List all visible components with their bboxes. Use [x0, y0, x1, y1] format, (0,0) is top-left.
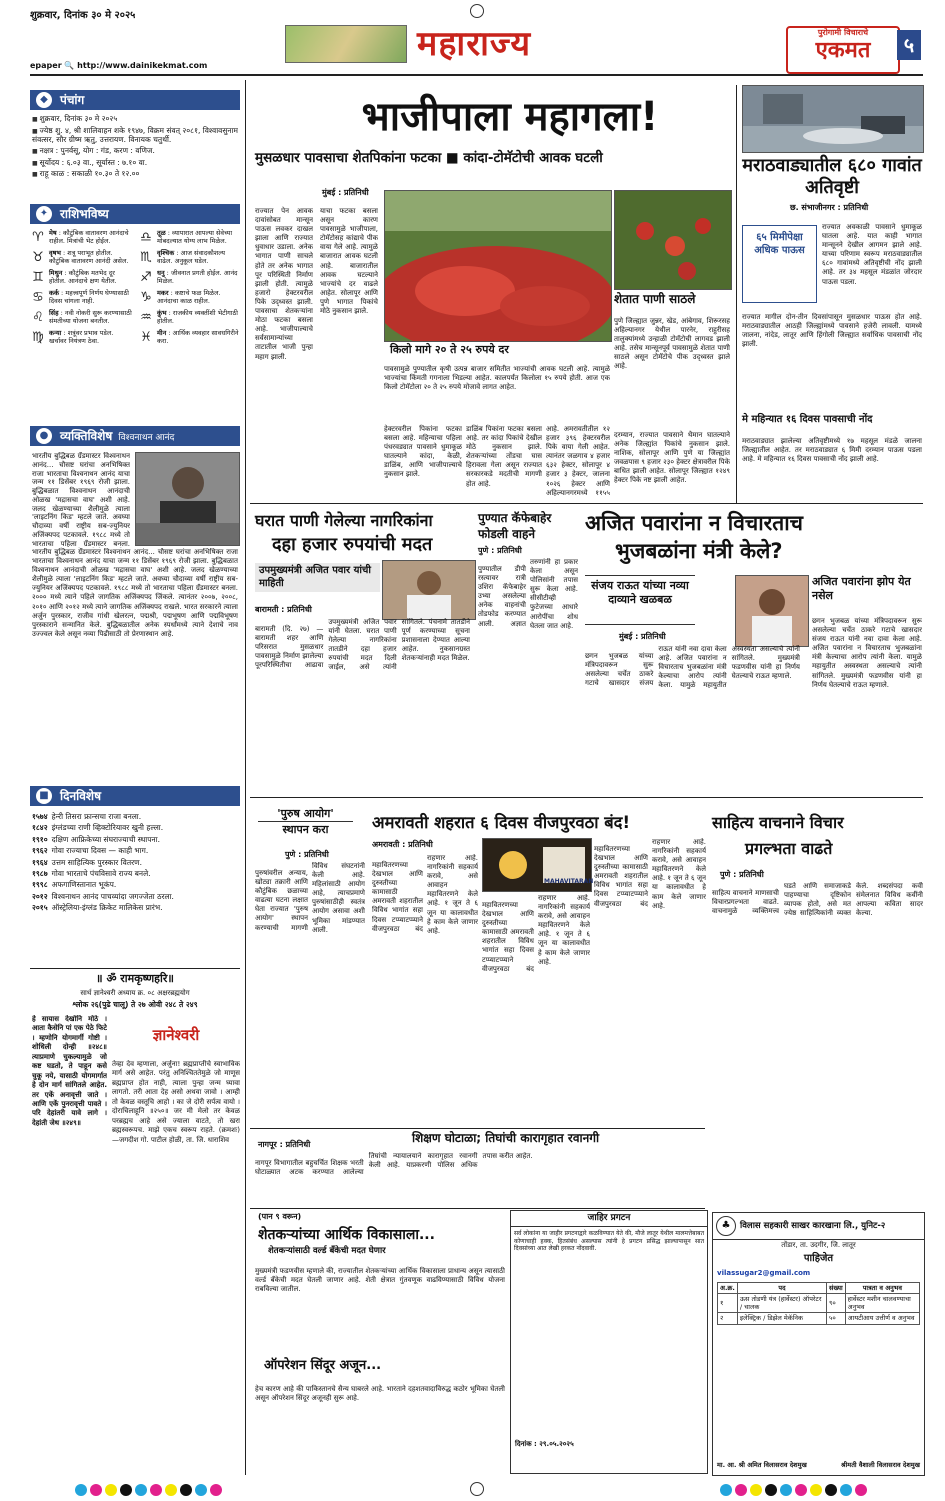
registration-mark	[470, 1482, 484, 1496]
om-icon: ◆	[36, 92, 52, 108]
sahitya-byline: पुणे : प्रतिनिधी	[720, 870, 764, 879]
rashi-item: ♊ मिथुन : कौटुंबिक मतभेद दूर होतील. आनंदाचे क्षण येतील.	[30, 270, 132, 286]
rain-photo	[742, 85, 924, 153]
section-title: महाराज्य	[417, 23, 532, 64]
marathwada-body1: राज्यात अवकाळी पावसाने धुमाकूळ घातला आहे. यात काही भागात मान्सूनने देखील आगमन झाले आहे. याच्या परिणाम स्वरूप मराठवाड्यातील ६८० गावांमध्ये अतिवृष्टीची नोंद झाली आहे. तर ३४ महसूल मंडळांत जोरदार पाऊस पडला.	[822, 223, 922, 286]
shikshan-headline: शिक्षण घोटाळा; तिघांची कारागृहात रवानगी	[412, 1131, 600, 1145]
panchang-line: ■ नक्षत्र : पुनर्वसू, योग : गंड, करण : वणिज.	[32, 146, 238, 156]
taurus-icon: ♉	[32, 250, 44, 265]
dinvishesh-event: २०१५ ऑस्ट्रेलिया-इंग्लंड क्रिकेट मालिकेस प्रारंभ.	[32, 903, 163, 912]
rashi-header: ✦ राशिभविष्य	[30, 204, 240, 224]
sugar-factory-address: तोंडार, ता. उदगीर, जि. लातूर	[781, 1241, 856, 1249]
main-col1: राज्यात पेन आवक दावांसोबत मान्सून पाऊस लवकर दाखल झाला आणि राज्यात धुवाधार उडाला. अनेक भागात पाणी साचले होते तर अनेक भागात पूर परिस्थिती निर्माण झाली होती. त्यामुळे हजारो हेक्टरवरील पिके उद्ध्वस्त झाली. पावसाचा शेतकऱ्यांना मोठा फटका बसला आहे. भाजीपाल्याचे सर्वसामान्यांच्या ताटातील भाजी पुन्हा महाग झाली.	[255, 207, 313, 361]
panchang-line: ■ सूर्योदय : ६.०३ वा., सूर्यास्त : ७.१० वा.	[32, 158, 238, 168]
public-notice-body: सर्व लोकांना या जाहीर प्रगटनाद्वारे कळविण्यात येते की, मौजे लातूर येथील मालमत्तेबाबत कोणाचाही हक्क, हितसंबंध असल्यास त्यांनी हे प्रगटन प्रसिद्ध झाल्यापासून सात दिवसांच्या आत लेखी हरकत नोंदवावी.	[514, 1230, 704, 1253]
main-photo	[384, 190, 612, 342]
main-col2: याचा फटका बसला असून कारण पावसामुळे भाजीपाला, टोमॅटोसह कांद्याचे पीक वाया गेले आहे. त्यामुळे बाजारात आवक घटली आहे. बाजारातील आवक घटल्याने भाज्यांचे दर वाढले आहेत. सोलापूर आणि पुणे भागात पिकांचे मोठे नुकसान झाले.	[320, 207, 378, 316]
rashi-item: ♒ कुंभ : राजकीय व्यक्तींशी भेटीगाठी होतील.	[138, 310, 240, 326]
amravati-headline: अमरावती शहरात ६ दिवस वीजपुरवठा बंद!	[372, 813, 630, 832]
cancer-icon: ♋	[32, 290, 44, 305]
issue-date: शुक्रवार, दिनांक ३० मे २०२५	[30, 10, 136, 21]
aries-icon: ♈	[32, 230, 44, 245]
sagittarius-icon: ♐	[140, 270, 152, 285]
table-row: १ ऊस तोडणी यंत्र (हार्वेस्टर) ऑपरेटर / चालक ९० हार्वेस्टर मशीन चालवण्याचा अनुभव	[718, 1294, 920, 1313]
ajit-side-body: छगन भुजबळ यांच्या मंत्रिपदावरून सुरू असलेल्या चर्चेत ठाकरे गटाचे खासदार संजय राऊत यांनी नवा दावा केला आहे. अजित पवारांना न विचारताच भुजबळांना मंत्री केल्याचा आरोप त्यांनी केला. यामुळे महायुतीत अस्वस्थता असल्याचे त्यांनी सांगितले. मुख्यमंत्री फडणवीस यांनी हा निर्णय घेतल्याचे राऊत म्हणाले.	[812, 617, 922, 689]
purush-body: पुरुषांवरील अन्याय, खोट्या तक्रारी आणि कौटुंबिक छळाच्या वाढत्या घटना लक्षात घेता राज्यात 'पुरुष आयोग' स्थापन करण्याची मागणी विविध संघटनांनी केली आहे. महिलांसाठी आयोग आहे, त्याचप्रमाणे पुरुषांसाठीही स्वतंत्र आयोग असावा अशी भूमिका मांडण्यात आली.	[255, 862, 365, 934]
rashi-item: ♌ सिंह : नवी नोकरी सुरू करण्यासाठी संमतीच्या योजना बनतील.	[30, 310, 132, 326]
section-masthead	[285, 24, 755, 64]
photo-caption-title: किलो मागे २० ते २५ रुपये दर	[390, 343, 509, 356]
epaper-link[interactable]: epaper 🔍 http://www.dainikekmat.com	[30, 61, 208, 70]
registration-mark	[470, 4, 484, 18]
main-subheadline: मुसळधार पावसाचा शेतपिकांना फटका ■ कांदा-टोमॅटोची आवक घटली	[255, 150, 603, 166]
purush-headline-1: 'पुरुष आयोग'	[258, 807, 353, 822]
ramkrishnahari-col1: हे सायास देखोनि मोठे । आता कैसेनि पां एक पेठे फिटे । म्हणोनि योगमार्गी गोष्टी । शोधिली दोन्ही ॥२४८॥ त्याप्रमाणे चुकल्यामुळे जो कष्ट घडतो, ते पाहून कसे चुकू नये, यासाठी योगमार्गात हे दोन मार्ग सांगितले आहेत. तर एकें अनावृत्ती जाते । आणि एकें पुनरावृत्ती पावते । परि देहांतरी यावे लागे । देहांती जेथ ॥२४९॥	[32, 1015, 107, 1127]
ajit-byline: मुंबई : प्रतिनिधी	[619, 632, 666, 641]
panchang-line: ■ राहू काळ : सकाळी १०.३० ते १२.००	[32, 169, 238, 179]
continued-label: (पान ९ वरून)	[258, 1212, 302, 1221]
panchang-date: ■ शुक्रवार, दिनांक ३० मे २०२५	[32, 114, 238, 124]
help-subhead: उपमुख्यमंत्री अजित पवार यांची माहिती	[255, 563, 380, 592]
sahitya-headline-1: साहित्य वाचनाने विचार	[712, 813, 844, 832]
help-headline-1: घरात पाणी गेलेल्या नागरिकांना	[255, 511, 433, 530]
main-col3: दरम्यान, राज्यात पावसाने थैमान घातल्याने अनेक जिल्ह्यांत पिकांचे नुकसान झाले. नाशिक, सोलापूर आणि पुणे या जिल्ह्यांत जवळपास ९ हजार २३० हेक्टर क्षेत्रावरील पिके बाधित झाली आहेत. सोलापूर जिल्ह्यात १२४९ हेक्टर पिके नष्ट झाली आहेत.	[614, 431, 730, 485]
calendar-icon: ■	[36, 788, 52, 804]
ramkrishnahari-col2: तेव्हा देव म्हणाला, अर्जुना! ब्रह्मप्राप्तीचे स्वाभाविक मार्ग असे आहेत. परंतु अनिश्चिततेमुळे जो माणूस ब्रह्मप्राप्त होत नाही, त्याला पुन्हा जन्म घ्यावा लागतो. तरी आता देह असो अथवा जावो । आम्ही तो केवळ वस्तूचि आहो । का जे दोरी सर्पत्व वायो । दोराचिलाहूनि ॥२५०॥ जर मी मेलो तर केवळ परब्रह्मच आहे असे ज्याला वाटते, तो खरा ब्रह्मस्वरूपच. माझे एकच स्वरूप राहते. (क्रमशः) —जगदीश गो. पाटील होळी, ता. जि. धाराशिव	[112, 1060, 240, 1144]
help-body: बारामती (दि. २७) — बारामती शहर आणि परिसरात मुसळधार पावसामुळे निर्माण झालेल्या पूरपरिस्थितीचा आढावा उपमुख्यमंत्री अजित पवार यांनी घेतला. घरात पाणी गेलेल्या नागरिकांना तातडीने दहा हजार रुपयांची मदत दिली जाईल, असे त्यांनी सांगितले. पंचनामे तातडीने पूर्ण करण्याच्या सूचना प्रशासनाला देण्यात आल्या आहेत. नुकसानग्रस्त शेतकऱ्यांनाही मदत मिळेल.	[255, 618, 470, 672]
sugar-factory-ad	[712, 1212, 925, 1476]
dinvishesh-event: १८४२ इंग्लंडच्या राणी व्हिक्टोरियावर खुनी हल्ला.	[32, 823, 164, 833]
dinvishesh-header: ■ दिनविशेष	[30, 786, 240, 806]
table-header: पद	[737, 1283, 826, 1294]
marathwada-headline: मराठवाड्यातील ६८० गावांत अतिवृष्टी	[742, 155, 922, 198]
print-color-bar	[75, 1484, 222, 1496]
section-rule	[30, 968, 240, 969]
print-color-bar	[720, 1484, 867, 1496]
pune-body: पुण्यातील डीपी रस्त्यावर रात्री उशिरा कॅफेबाहेर उभ्या असलेल्या अनेक वाहनांची तोडफोड करण्यात आली. अज्ञात तरुणांनी हा प्रकार केला असून पोलिसांनी तपास सुरू केला आहे. सीसीटीव्ही फुटेजच्या आधारे आरोपींचा शोध घेतला जात आहे.	[478, 558, 578, 630]
side-text: पुणे जिल्ह्यात जुन्नर, खेड, आंबेगाव, शिरूरसह अहिल्यानगर येथील पारनेर, राहुरीसह तालुक्यांमध्ये उन्हाळी टोमॅटोची लागवड झाली आहे. तसेच मान्सूनपूर्व पावसामुळे शेतात पाणी साठले असून टोमॅटोचे पीक उद्ध्वस्त झाले आहे.	[614, 317, 730, 371]
virgo-icon: ♍	[32, 330, 44, 345]
shikshan-byline: नागपूर : प्रतिनिधी	[258, 1140, 311, 1149]
libra-icon: ♎	[140, 230, 152, 245]
verse-reference: श्लोक २६(पुढे चालू) ते २७ ओवी २४८ ते २४९	[72, 1000, 198, 1009]
help-headline-2: दहा हजार रुपयांची मदत	[272, 534, 433, 555]
dinvishesh-event: १९९८ अफगाणिस्तानात भूकंप.	[32, 880, 117, 890]
sahitya-body: साहित्य वाचनाने माणसाची विचारप्रगल्भता वाढते. वाचनामुळे व्यक्तिमत्त्व घडते आणि समाजाकडे पाहण्याचा दृष्टिकोन व्यापक होतो, असे मत ज्येष्ठ साहित्यिकांनी व्यक्त केले. शब्दसंपदा कवी संमेलनात विविध कवींनी आपल्या कविता सादर केल्या.	[712, 882, 923, 918]
newspaper-logo	[786, 26, 900, 74]
scorpio-icon: ♏	[140, 250, 152, 265]
rashi-item: ♑ मकर : कष्टाचे फळ मिळेल. आनंदाचा काळ राहील.	[138, 290, 240, 306]
signatory-1: मा. आ. श्री अमित विलासराव देशमुख	[717, 1460, 807, 1469]
panchang-line: ■ ज्येष्ठ शु. ४, श्री शालिवाहन शके १९४७, विक्रम संवत् २०८१, विश्वावसुनाम संवत्सर, सौर ग्रीष्म ऋतु, उत्तरायण. विनायक चतुर्थी.	[32, 126, 238, 145]
public-notice-box	[510, 1210, 708, 1474]
shikshan-body: नागपूर विभागातील बहुचर्चित शिक्षक भरती घोटाळ्यात अटक करण्यात आलेल्या तिघांची न्यायालयाने कारागृहात रवानगी केली आहे. याप्रकरणी पोलिस अधिक तपास करीत आहेत.	[255, 1152, 533, 1177]
amravati-body-1: महावितरणच्या देखभाल आणि दुरुस्तीच्या कामासाठी अमरावती शहरातील विविध भागांत सहा दिवस टप्प्याटप्प्याने वीजपुरवठा बंद राहणार आहे. नागरिकांनी सहकार्य करावे, असे आवाहन महावितरणने केले आहे. १ जून ते ६ जून या कालावधीत हे काम केले जाणार आहे.	[372, 854, 478, 935]
ramkrishnahari-subtitle: सार्थ ज्ञानेश्वरी अध्याय क्र. ०८ अक्षरब्रह्मयोग	[80, 989, 190, 997]
section-rule	[250, 797, 923, 798]
sugar-factory-title: विलास सहकारी साखर कारखाना लि., युनिट-२	[740, 1220, 886, 1231]
main-col4: हेक्टरवरील पिकांना फटका बसला आहे. महिन्याचा पहिला पंधरवड्यात पावसाने धुमाकूळ घातल्याने कांदा, केळी, डाळिंब, आणि भाजीपाल्याचे नुकसान झाले.	[384, 425, 462, 479]
sahitya-headline-2: प्रगल्भता वाढते	[745, 839, 833, 858]
pisces-icon: ♓	[140, 330, 152, 345]
marathwada-body3: मराठवाड्यात झालेल्या अतिवृष्टीमध्ये १७ महसूल मंडळे जालना जिल्ह्यातील आहेत. तर मराठवाड्यात ६ मिमी दरम्यान पाऊस पडला आहे. मे महिन्यात १६ दिवस पावसाची नोंद झाली आहे.	[742, 437, 922, 464]
leo-icon: ♌	[32, 310, 44, 325]
marathwada-body2: राज्यात मागील दोन-तीन दिवसांपासून मुसळधार पाऊस होत आहे. मराठवाड्यातील आठही जिल्ह्यांमध्ये पावसाने हजेरी लावली. यामध्ये जालना, नांदेड, लातूर आणि हिंगोली जिल्ह्यात सर्वाधिक पावसाची नोंद झाली.	[742, 313, 922, 349]
rainfall-box: ६५ मिमीपेक्षा अधिक पाऊस	[742, 225, 817, 303]
vyaktivishesh-intro: भारतीय बुद्धिबळ ग्रँडमास्टर विश्वनाथन आनंद... चौसष्ट घरांचा अनभिषिक्त राजा भारताचा विश्वनाथन आनंद याचा जन्म ११ डिसेंबर १९६९ रोजी झाला. बुद्धिबळात विश्वनाथन आनंदाची ओळख 'मद्रासचा वाघ' अशी आहे. जलद खेळण्याच्या शैलीमुळे त्याला 'लाइटनिंग किड' म्हटले जाते. अवघ्या चौदाव्या वर्षी राष्ट्रीय सब-ज्युनियर अजिंक्यपद पटकावले. १९८८ मध्ये तो भारताचा पहिला ग्रँडमास्टर बनला.	[32, 452, 130, 548]
header-rule	[30, 74, 923, 76]
farmers-subhead: शेतकऱ्यांसाठी वर्ल्ड बँकेची मदत घेणार	[268, 1246, 386, 1256]
photo-caption: पावसामुळे पुण्यातील कृषी उत्पन्न बाजार समितीत भाज्यांची आवक घटली आहे. त्यामुळे भाज्यांचा किंमती गगनाला भिडल्या आहेत. कालपर्यंत किलोला १५ रुपये होती. आज एक किलो टोमॅटोला २० ते २५ रुपये मोजावे लागत आहेत.	[384, 365, 610, 392]
page-number: ५	[897, 30, 921, 60]
brand-tagline: पुरोगामी विचाराचे	[817, 28, 869, 37]
rashi-item: ♐ धनु : जीवनात प्रगती होईल. आनंद मिळेल.	[138, 270, 240, 286]
dinvishesh-event: १९६२ गोवा राज्याचा दिवस — काही भाग.	[32, 846, 149, 856]
rashi-item: ♍ कन्या : शत्रूंवर प्रभाव पडेल. खर्चावर नियंत्रण ठेवा.	[30, 330, 132, 346]
sugar-factory-email[interactable]: vilassugar2@gmail.com	[717, 1269, 811, 1278]
factory-logo-icon: ♣	[716, 1216, 736, 1236]
dinvishesh-list	[32, 812, 238, 960]
pune-byline: पुणे : प्रतिनिधी	[478, 546, 522, 555]
sugar-factory-subtitle: पाहिजेत	[803, 1252, 834, 1264]
purush-byline: पुणे : प्रतिनिधी	[285, 850, 329, 859]
dinvishesh-event: १९१० दक्षिण आफ्रिकेच्या संघराज्याची स्थापना.	[32, 834, 160, 844]
rashi-item: ♓ मीन : आर्थिक व्यवहार सावधगिरीने करा.	[138, 330, 240, 346]
table-header: अ.क्र.	[718, 1283, 738, 1294]
dinvishesh-event: १९८७ गोवा भारताचे पंचविसावे राज्य बनले.	[32, 868, 151, 878]
rashi-grid	[30, 230, 240, 346]
marathwada-byline: छ. संभाजीनगर : प्रतिनिधी	[790, 203, 869, 212]
column-divider	[736, 85, 737, 503]
main-col6: आहे. अमरावतीतील १२ हजार ३९६ हेक्टरवरील पिके वाया गेली आहेत. त्यानंतर जळगाव ४ हजार ६३२ हेक्टर, सोलापूर ४ हजार ३ हेक्टर, जालना १०२६ हेक्टर आणि अहिल्यानगरमध्ये ११५५	[546, 425, 610, 496]
amravati-body-2: महावितरणच्या देखभाल आणि दुरुस्तीच्या कामासाठी अमरावती शहरातील विविध भागांत सहा दिवस टप्प्याटप्प्याने वीजपुरवठा बंद राहणार आहे. नागरिकांनी सहकार्य करावे, असे आवाहन महावितरणने केले आहे. १ जून ते ६ जून या कालावधीत हे काम केले जाणार आहे.	[482, 894, 590, 973]
ajit-headline-1: अजित पवारांना न विचारताच	[585, 511, 804, 535]
purush-headline-2: स्थापन करा	[282, 823, 329, 836]
main-headline: भाजीपाला महागला!	[361, 94, 659, 140]
section-rule	[250, 1208, 705, 1209]
sindoor-body: हेच कारण आहे की पाकिस्तानचे सैन्य घाबरले आहे. भारताने दहशतवादाविरुद्ध कठोर भूमिका घेतली असून ऑपरेशन सिंदूर अजूनही सुरू आहे.	[255, 1385, 505, 1403]
table-header: संख्या	[827, 1283, 846, 1294]
dinvishesh-event: २०१२ विश्वनाथन आनंद पाचव्यांदा जगज्जेता ठरला.	[32, 891, 174, 901]
aquarius-icon: ♒	[140, 310, 152, 325]
capricorn-icon: ♑	[140, 290, 152, 305]
mahavitaran-label: MAHAVITARAN	[544, 878, 594, 885]
ramkrishnahari-title: ॥ ॐ रामकृष्णहरि॥	[96, 972, 174, 985]
vyaktivishesh-body: भारतीय बुद्धिबळ ग्रँडमास्टर विश्वनाथन आनंद... चौसष्ट घरांचा अनभिषिक्त राजा भारताचा विश्वनाथन आनंद याचा जन्म ११ डिसेंबर १९६९ रोजी झाला. बुद्धिबळात विश्वनाथन आनंदाची ओळख 'मद्रासचा वाघ' अशी आहे. जलद खेळण्याच्या शैलीमुळे त्याला 'लाइटनिंग किड' म्हटले जाते. अवघ्या चौदाव्या वर्षी राष्ट्रीय सब-ज्युनियर अजिंक्यपद पटकावले. १९८८ मध्ये तो भारताचा पहिला ग्रँडमास्टर बनला. २००० मध्ये त्याने पहिले जागतिक अजिंक्यपद जिंकले. त्यानंतर २००७, २००८, २०१० आणि २०१२ मध्ये त्याने जागतिक अजिंक्यपद राखले. भारत सरकारने त्याला अर्जुन पुरस्कार, राजीव गांधी खेलरत्न, पद्मश्री, पद्मभूषण आणि पद्मविभूषण पुरस्काराने सन्मानित केले. बुद्धिबळातील अनेक स्पर्धांमध्ये त्याने देशाचे नाव उज्ज्वल केले असून नव्या पिढीसाठी तो प्रेरणास्थान आहे.	[32, 548, 238, 638]
farmers-body: मुख्यमंत्री फडणवीस म्हणाले की, राज्यातील शेतकऱ्यांच्या आर्थिक विकासाला प्राधान्य असून त्यासाठी वर्ल्ड बँकेची मदत घेतली जाणार आहे. शेती क्षेत्रात गुंतवणूक वाढविण्यासाठी विविध योजना राबविल्या जातील.	[255, 1267, 505, 1294]
section-rule	[250, 503, 923, 504]
vyaktivishesh-header: ● व्यक्तिविशेष विश्वनाथन आनंद	[30, 426, 240, 446]
sindoor-subhead: ऑपरेशन सिंदूर अजून...	[264, 1358, 382, 1373]
amravati-body-3: महावितरणच्या देखभाल आणि दुरुस्तीच्या कामासाठी अमरावती शहरातील विविध भागांत सहा दिवस टप्प्याटप्प्याने वीजपुरवठा बंद राहणार आहे. नागरिकांनी सहकार्य करावे, असे आवाहन महावितरणने केले आहे. १ जून ते ६ जून या कालावधीत हे काम केले जाणार आहे.	[594, 838, 706, 910]
gemini-icon: ♊	[32, 270, 44, 285]
column-divider	[245, 80, 246, 1475]
dinvishesh-event: १९६४ उत्तम साहित्यिक पुरस्कार वितरण.	[32, 857, 142, 867]
amravati-byline: अमरावती : प्रतिनिधी	[372, 840, 433, 849]
farmers-headline: शेतकऱ्यांच्या आर्थिक विकासाला...	[258, 1227, 435, 1243]
dinvishesh-event: १५७४ हेन्‍री तिसरा फ्रान्सचा राजा बनला.	[32, 812, 142, 821]
table-header: पात्रता व अनुभव	[845, 1283, 919, 1294]
marathwada-subhead: मे महिन्यात १६ दिवस पावसाची नोंद	[742, 414, 873, 425]
side-photo	[614, 190, 732, 290]
rashi-item: ♎ तूळ : व्यापारात आपल्या सेवेच्या मोबदल्यात योग्य लाभ मिळेल.	[138, 230, 240, 246]
table-row: २ इलेक्ट्रिक / डिझेल मेकॅनिक ५० आयटीआय उत्तीर्ण व अनुभव	[718, 1313, 920, 1324]
main-col5: डाळिंब पिकांना फटका बसला आहे. तर कांदा पिकांचे देखील मोठे नुकसान झाले. शेतकऱ्यांच्या तोंडचा घास हिरावला गेला असून राज्यात सरकारकडे मदतीची मागणी होत आहे.	[466, 425, 542, 488]
pune-headline: पुण्यात कॅफेबाहेर फोडली वाहने	[478, 511, 552, 541]
side-title: शेतात पाणी साठले	[614, 292, 696, 306]
person-icon: ●	[36, 428, 52, 444]
signatory-2: श्रीमती वैशाली विलासराव देशमुख	[841, 1460, 920, 1469]
zodiac-icon: ✦	[36, 206, 52, 222]
rashi-item: ♈ मेष : कौटुंबिक वातावरण आनंदाचे राहील. मित्रांची भेट होईल.	[30, 230, 132, 246]
panchang-body	[32, 114, 238, 196]
public-notice-title: जाहिर प्रगटन	[511, 1211, 707, 1227]
main-byline: मुंबई : प्रतिनिधी	[322, 188, 369, 197]
ajit-quote-box: संजय राऊत यांच्या नव्या दाव्याने खळबळ	[585, 575, 695, 625]
rashi-item: ♏ वृश्चिक : आज संवादकौशल्य वाढेल. अनुकूल घडेल.	[138, 250, 240, 266]
sanjay-raut-photo	[735, 575, 809, 647]
ajit-pawar-photo	[382, 560, 476, 620]
public-notice-date: दिनांक : २९.०५.२०२५	[515, 1440, 574, 1449]
rashi-item: ♉ वृषभ : शत्रू पराभूत होतील. कौटुंबिक वातावरण आनंदी असेल.	[30, 250, 132, 266]
ajit-headline-2: भुजबळांना मंत्री केले?	[615, 539, 783, 563]
dnyaneshwari-logo: ज्ञानेश्वरी	[152, 1026, 200, 1044]
help-byline: बारामती : प्रतिनिधी	[255, 605, 312, 614]
farm-landscape-illustration	[285, 25, 407, 63]
brand-name: एकमत	[815, 37, 871, 63]
ajit-side-head: अजित पवारांना झोप येत नसेल	[812, 575, 911, 602]
ajit-body: छगन भुजबळ यांच्या मंत्रिपदावरून सुरू असलेल्या चर्चेत ठाकरे गटाचे खासदार संजय राऊत यांनी नवा दावा केला आहे. अजित पवारांना न विचारताच भुजबळांना मंत्री केल्याचा आरोप त्यांनी केला. यामुळे महायुतीत अस्वस्थता असल्याचे त्यांनी सांगितले. मुख्यमंत्री फडणवीस यांनी हा निर्णय घेतल्याचे राऊत म्हणाले.	[585, 645, 800, 690]
anand-photo	[135, 452, 240, 546]
rashi-item: ♋ कर्क : महत्त्वपूर्ण निर्णय घेण्यासाठी दिवस चांगला नाही.	[30, 290, 132, 306]
vacancy-table	[717, 1282, 920, 1325]
panchang-header: ◆ पंचांग	[30, 90, 240, 110]
